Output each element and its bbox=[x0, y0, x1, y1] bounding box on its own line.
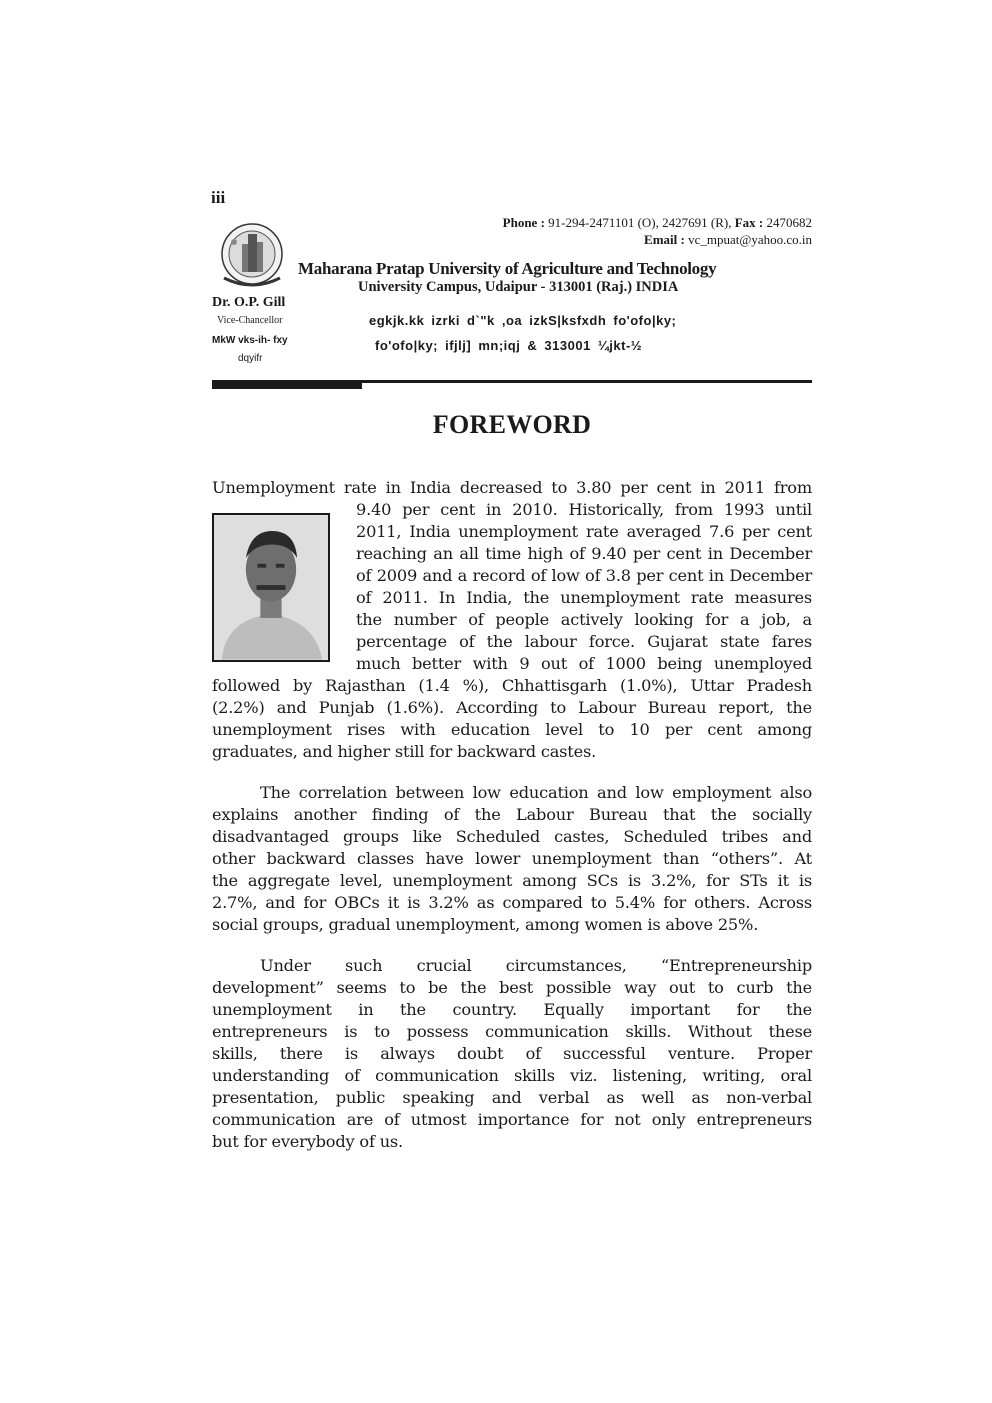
university-name-hindi: egkjk.kk izrki d`"k ,oa izkS|ksfxdh fo'ofo|ky; bbox=[369, 313, 677, 328]
text-line: much better with 9 out of 1000 being unemployed bbox=[356, 654, 812, 673]
vc-title: Vice-Chancellor bbox=[217, 315, 283, 326]
text-line: reaching an all time high of 9.40 per cent in December bbox=[356, 544, 812, 563]
text-line: communication are of utmost importance for not only entrepreneurs bbox=[212, 1110, 812, 1129]
text-line: of 2009 and a record of low of 3.8 per cent in December bbox=[356, 566, 812, 585]
text-line: but for everybody of us. bbox=[212, 1132, 403, 1151]
phone-value: 91-294-2471101 (O), 2427691 (R), bbox=[544, 215, 735, 230]
text-line: of 2011. In India, the unemployment rate measures bbox=[356, 588, 812, 607]
text-line: graduates, and higher still for backward castes. bbox=[212, 742, 597, 761]
text-line: Under such crucial circumstances, “Entrepreneurship bbox=[260, 956, 812, 975]
phone-label: Phone : bbox=[502, 215, 545, 230]
text-line: understanding of communication skills viz. listening, writing, oral bbox=[212, 1066, 812, 1085]
vc-hindi-role: dqyifr bbox=[238, 353, 263, 364]
text-line: Unemployment rate in India decreased to 3.80 per cent in 2011 from bbox=[212, 478, 812, 497]
fax-label: Fax : bbox=[734, 215, 764, 230]
text-line: social groups, gradual unemployment, among women is above 25%. bbox=[212, 915, 759, 934]
text-line: other backward classes have lower unemployment than “others”. At bbox=[212, 849, 812, 868]
fax-value: 2470682 bbox=[763, 215, 812, 230]
text-line: percentage of the labour force. Gujarat state fares bbox=[356, 632, 812, 651]
university-logo bbox=[212, 220, 292, 292]
text-line: skills, there is always doubt of successful venture. Proper bbox=[212, 1044, 812, 1063]
university-campus: University Campus, Udaipur - 313001 (Raj.) INDIA bbox=[358, 279, 679, 295]
photo-moustache bbox=[257, 585, 286, 590]
text-line: explains another finding of the Labour Bureau that the socially bbox=[212, 805, 812, 824]
university-campus-hindi: fo'ofo|ky; ifjlj] mn;iqj & 313001 ¼jkt-½ bbox=[375, 338, 643, 353]
university-name: Maharana Pratap University of Agriculture and Technology bbox=[298, 259, 717, 278]
email-label: Email : bbox=[644, 232, 685, 247]
text-line: presentation, public speaking and verbal as well as non-verbal bbox=[212, 1088, 812, 1107]
logo-emblem-dot bbox=[231, 239, 237, 245]
logo-tower-right bbox=[257, 242, 263, 272]
text-line: followed by Rajasthan (1.4 %), Chhattisgarh (1.0%), Uttar Pradesh bbox=[212, 676, 812, 695]
header-rule-accent bbox=[212, 383, 362, 389]
email-line bbox=[503, 231, 812, 248]
text-line: (2.2%) and Punjab (1.6%). According to Labour Bureau report, the bbox=[212, 698, 812, 717]
photo-left-eye bbox=[257, 564, 266, 568]
text-line: entrepreneurs is to possess communication skills. Without these bbox=[212, 1022, 812, 1041]
page-title: FOREWORD bbox=[432, 410, 592, 439]
logo-tower bbox=[248, 234, 257, 272]
text-line: The correlation between low education and low employment also bbox=[260, 783, 812, 802]
text-line: development” seems to be the best possible way out to curb the bbox=[212, 978, 812, 997]
text-line: 9.40 per cent in 2010. Historically, from 1993 until bbox=[356, 500, 812, 519]
contact-block bbox=[503, 214, 812, 248]
page-number: iii bbox=[211, 188, 226, 207]
text-line: unemployment in the country. Equally important for the bbox=[212, 1000, 812, 1019]
text-line: the aggregate level, unemployment among SCs is 3.2%, for STs it is bbox=[212, 871, 812, 890]
logo-tower-left bbox=[242, 244, 248, 272]
email-value: vc_mpuat@yahoo.co.in bbox=[684, 232, 812, 247]
photo-right-eye bbox=[276, 564, 285, 568]
text-line: 2011, India unemployment rate averaged 7.6 per cent bbox=[356, 522, 812, 541]
text-line: the number of people actively looking for a job, a bbox=[356, 610, 812, 629]
vc-name: Dr. O.P. Gill bbox=[212, 295, 286, 310]
text-line: 2.7%, and for OBCs it is 3.2% as compared to 5.4% for others. Across bbox=[212, 893, 812, 912]
text-line: disadvantaged groups like Scheduled castes, Scheduled tribes and bbox=[212, 827, 812, 846]
phone-line bbox=[503, 214, 812, 231]
text-line: unemployment rises with education level to 10 per cent among bbox=[212, 720, 812, 739]
vc-photo bbox=[212, 513, 330, 662]
vc-hindi-name: MkW vks-ih- fxy bbox=[212, 335, 288, 346]
